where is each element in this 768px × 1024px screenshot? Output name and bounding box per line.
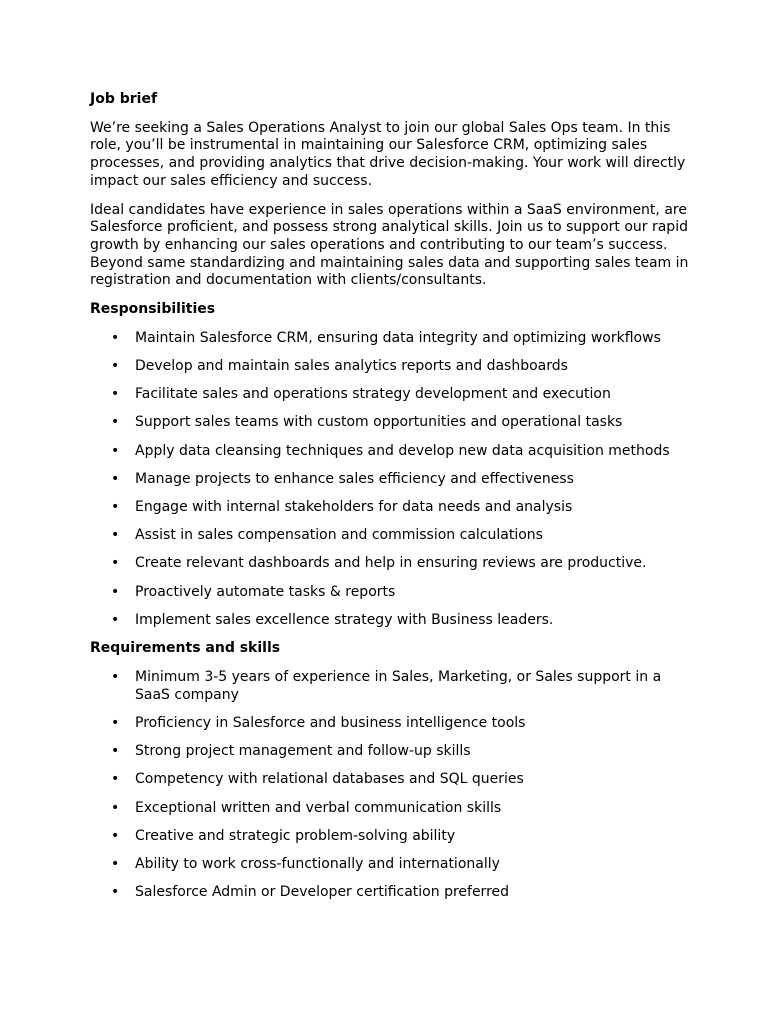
list-item: [90, 584, 690, 602]
list-item-text: Apply data cleansing techniques and develop new data acquisition methods: [135, 442, 670, 459]
list-item: [90, 499, 690, 517]
job-brief-paragraph-1: We’re seeking a Sales Operations Analyst to join our global Sales Ops team. In this role, you’ll be instrumental in maintaining our Salesforce CRM, optimizing sales processes, and providing analytics that drive decision-making. Your work will directly impact our sales efficiency and success.: [90, 119, 686, 189]
list-item-text: Support sales teams with custom opportunities and operational tasks: [135, 414, 623, 431]
bullet-icon: •: [111, 669, 120, 686]
list-item-text: Maintain Salesforce CRM, ensuring data integrity and optimizing workflows: [135, 329, 661, 346]
requirements-list: [90, 669, 690, 902]
list-item-text: Strong project management and follow-up skills: [135, 743, 471, 760]
list-item: [90, 414, 690, 432]
bullet-icon: •: [111, 611, 120, 628]
list-item: [90, 669, 690, 704]
list-item: [90, 527, 690, 545]
bullet-icon: •: [111, 414, 120, 431]
bullet-icon: •: [111, 771, 120, 788]
list-item-text: Creative and strategic problem-solving ability: [135, 827, 456, 844]
list-item-text: Engage with internal stakeholders for data needs and analysis: [135, 498, 573, 515]
bullet-icon: •: [111, 884, 120, 901]
bullet-icon: •: [111, 715, 120, 732]
list-item: [90, 884, 690, 902]
bullet-icon: •: [111, 583, 120, 600]
list-item: [90, 800, 690, 818]
list-item: [90, 743, 690, 761]
list-item-text: Develop and maintain sales analytics reports and dashboards: [135, 357, 568, 374]
list-item-text: Minimum 3-5 years of experience in Sales, Marketing, or Sales support in a SaaS company: [135, 669, 662, 703]
responsibilities-heading: Responsibilities: [90, 301, 216, 318]
bullet-icon: •: [111, 329, 120, 346]
bullet-icon: •: [111, 498, 120, 515]
list-item-text: Manage projects to enhance sales efficiency and effectiveness: [135, 470, 574, 487]
bullet-icon: •: [111, 856, 120, 873]
list-item-text: Salesforce Admin or Developer certification preferred: [135, 884, 510, 901]
list-item-text: Assist in sales compensation and commission calculations: [135, 527, 543, 544]
list-item-text: Proficiency in Salesforce and business intelligence tools: [135, 715, 526, 732]
responsibilities-list: [90, 330, 690, 630]
bullet-icon: •: [111, 827, 120, 844]
bullet-icon: •: [111, 799, 120, 816]
list-item: [90, 715, 690, 733]
bullet-icon: •: [111, 386, 120, 403]
list-item-text: Implement sales excellence strategy with Business leaders.: [135, 611, 554, 628]
bullet-icon: •: [111, 743, 120, 760]
list-item: [90, 330, 690, 348]
list-item-text: Proactively automate tasks & reports: [135, 583, 396, 600]
document-page: [90, 91, 690, 913]
list-item: [90, 471, 690, 489]
list-item: [90, 555, 690, 573]
bullet-icon: •: [111, 442, 120, 459]
list-item: [90, 612, 690, 630]
list-item-text: Facilitate sales and operations strategy development and execution: [135, 386, 611, 403]
job-brief-paragraph-2: Ideal candidates have experience in sales operations within a SaaS environment, are Salesforce proficient, and possess strong analytical skills. Join us to support our rapid growth by enhancing our sales operations and contributing to our team’s success. Beyond same standardizing and maintaining sales data and supporting sales team in registration and documentation with clients/consultants.: [90, 201, 689, 289]
list-item: [90, 771, 690, 789]
bullet-icon: •: [111, 470, 120, 487]
requirements-heading: Requirements and skills: [90, 640, 281, 657]
list-item-text: Ability to work cross-functionally and internationally: [135, 856, 500, 873]
list-item: [90, 386, 690, 404]
job-brief-heading: Job brief: [90, 91, 158, 107]
bullet-icon: •: [111, 357, 120, 374]
list-item: [90, 443, 690, 461]
bullet-icon: •: [111, 555, 120, 572]
list-item-text: Exceptional written and verbal communication skills: [135, 799, 502, 816]
bullet-icon: •: [111, 527, 120, 544]
list-item: [90, 358, 690, 376]
list-item: [90, 828, 690, 846]
list-item: [90, 856, 690, 874]
list-item-text: Create relevant dashboards and help in ensuring reviews are productive.: [135, 555, 647, 572]
list-item-text: Competency with relational databases and SQL queries: [135, 771, 524, 788]
